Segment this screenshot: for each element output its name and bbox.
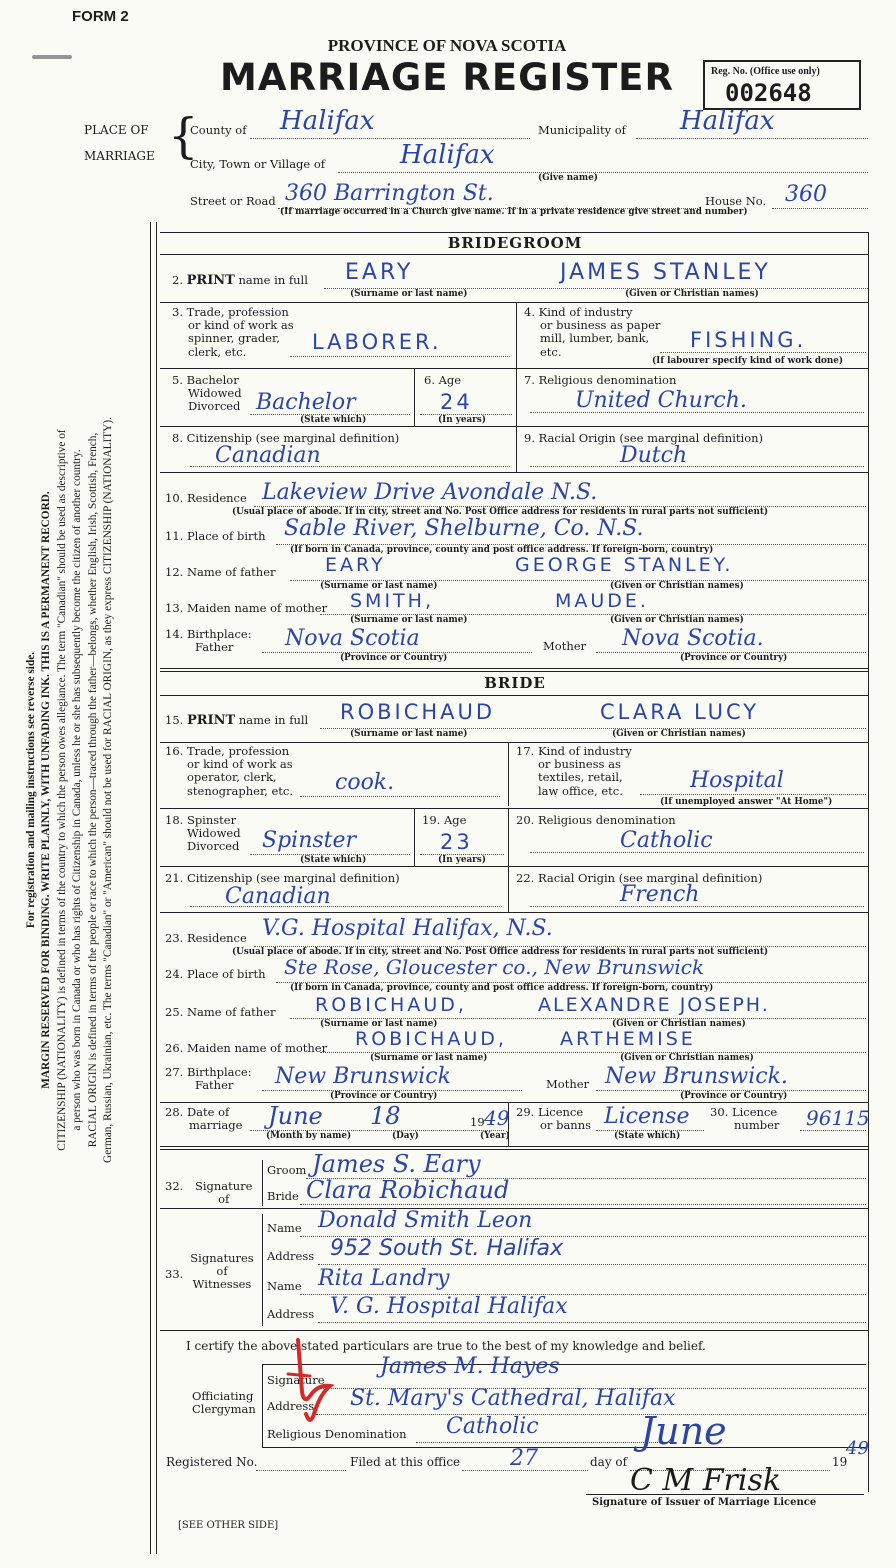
bride-father-label: 25. Name of father: [165, 1005, 276, 1019]
groom-age-cap: (In years): [438, 415, 486, 425]
groom-signature: James S. Eary: [312, 1150, 481, 1178]
groom-birth-label: 11. Place of birth: [165, 529, 266, 543]
groom-given-cap: (Given or Christian names): [625, 289, 759, 299]
sidebar-line-2: MARGIN RESERVED FOR BINDING. WRITE PLAINLY, WITH UNFADING INK. THIS IS A PERMANENT RECORD.: [40, 491, 53, 1089]
bride-citizenship: Canadian: [225, 884, 331, 909]
clergy-denomination: Catholic: [446, 1414, 539, 1439]
groom-name-print: PRINT: [186, 273, 235, 288]
sig-label: 32. Signature of: [165, 1179, 253, 1207]
groom-religion: United Church.: [575, 388, 747, 413]
bride-mother-surname-cap: (Surname or last name): [370, 1053, 488, 1063]
place-brace: {: [168, 108, 199, 164]
bride-bp-father: New Brunswick: [275, 1064, 451, 1089]
filed-month: June: [640, 1409, 727, 1453]
province-heading: PROVINCE OF NOVA SCOTIA: [327, 36, 567, 55]
marriage-month-cap: (Month by name): [266, 1131, 352, 1141]
red-check-mark: [280, 1334, 350, 1434]
clergy-signature: James M. Hayes: [380, 1354, 560, 1379]
groom-name-label: [172, 274, 308, 289]
street-label: Street or Road: [190, 194, 276, 208]
page-title: MARRIAGE REGISTER: [220, 56, 674, 99]
bride-racial: French: [620, 882, 700, 907]
licence-type-cap: (State which): [614, 1131, 681, 1141]
groom-name-no: 2.: [172, 273, 183, 287]
bridegroom-heading: BRIDEGROOM: [447, 234, 583, 252]
clergy-label: Officiating Clergyman: [192, 1389, 256, 1417]
certify-statement: I certify the above stated particulars are true to the best of my knowledge and belief.: [186, 1339, 706, 1353]
groom-status-label: 5. Bachelor Widowed Divorced: [172, 373, 242, 414]
groom-father-given: GEORGE STANLEY.: [515, 554, 734, 576]
groom-surname-cap: (Surname or last name): [350, 289, 468, 299]
marriage-month: June: [268, 1102, 323, 1130]
groom-status: Bachelor: [256, 390, 356, 415]
sidebar-line-3: CITIZENSHIP (NATIONALITY) is defined in terms of the country to which the person owes allegiance. The term "Canadian" should be used as descriptive of: [55, 429, 68, 1151]
bride-residence-cap: (Usual place of abode. If in city, street and No. Post Office address for residents in rural parts not sufficient): [232, 947, 769, 957]
bride-birth-cap: (If born in Canada, province, county and post office address. If foreign-born, country): [290, 983, 714, 993]
groom-mother-surname-cap: (Surname or last name): [350, 615, 468, 625]
w2-address: V. G. Hospital Halifax: [330, 1294, 568, 1319]
sidebar-line-1: For registration and mailing instructions see reverse side.: [25, 651, 37, 929]
footer-year: 49: [846, 1438, 869, 1459]
groom-birth-cap: (If born in Canada, province, county and post office address. If foreign-born, country): [290, 545, 714, 555]
ink-mark: [32, 55, 72, 59]
w1-name-label: Name: [267, 1221, 302, 1235]
clergy-address: St. Mary's Cathedral, Halifax: [350, 1386, 676, 1411]
bride-mother-given-cap: (Given or Christian names): [620, 1053, 754, 1063]
groom-bp-label: 14. Birthplace: Father: [165, 627, 252, 655]
groom-religion-label: 7. Religious denomination: [524, 373, 677, 387]
day-of-label: day of: [590, 1455, 628, 1469]
clergy-sig-label: Signature: [267, 1373, 325, 1387]
bride-industry: Hospital: [690, 768, 784, 793]
licence-type: License: [604, 1104, 690, 1129]
bride-religion-label: 20. Religious denomination: [516, 813, 676, 827]
frame-left-inner: [156, 222, 157, 1554]
bride-name-rest: name in full: [238, 713, 309, 727]
groom-given: JAMES STANLEY: [560, 260, 771, 285]
groom-bp-father: Nova Scotia: [285, 626, 420, 651]
groom-citizenship-label: 8. Citizenship (see marginal definition): [172, 431, 400, 445]
reg-label: Reg. No.: [711, 66, 748, 77]
groom-father-given-cap: (Given or Christian names): [610, 581, 744, 591]
groom-father-surname-cap: (Surname or last name): [320, 581, 438, 591]
bride-surname: ROBICHAUD: [340, 700, 496, 724]
sidebar-instructions: [24, 260, 116, 1320]
filed-label: Filed at this office: [350, 1455, 461, 1469]
bride-mother-label: 26. Maiden name of mother: [165, 1041, 328, 1055]
w1-name: Donald Smith Leon: [318, 1208, 533, 1233]
groom-racial: Dutch: [620, 443, 688, 468]
groom-status-cap: (State which): [300, 415, 367, 425]
bride-birth: Ste Rose, Gloucester co., New Brunswick: [284, 955, 705, 979]
bride-given: CLARA LUCY: [600, 700, 760, 724]
marriage-day-cap: (Day): [392, 1131, 419, 1141]
bride-age: 23: [440, 830, 473, 854]
marriage-year-printed: 19: [470, 1115, 485, 1129]
w2-name: Rita Landry: [318, 1266, 450, 1291]
frame-left-outer: [150, 222, 151, 1554]
issuer-caption: Signature of Issuer of Marriage Licence: [592, 1497, 817, 1508]
bride-bp-label: 27. Birthplace: Father: [165, 1065, 252, 1093]
bride-heading: BRIDE: [484, 674, 546, 692]
groom-bp-father-cap: (Province or Country): [340, 653, 448, 663]
licence-number-label: 30. Licence number: [710, 1105, 780, 1133]
groom-bp-mother-label: Mother: [543, 639, 587, 653]
licence-number: 96115: [806, 1106, 870, 1130]
bride-signature: Clara Robichaud: [306, 1176, 510, 1204]
reg-number: 002648: [725, 79, 812, 107]
house-label: House No.: [705, 194, 767, 208]
place-note: (If marriage occurred in a Church give name. If in a private residence give street and number): [280, 207, 748, 217]
groom-industry-label: 4. Kind of industry or business as paper mill, lumber, bank, etc.: [524, 305, 661, 359]
bride-birth-label: 24. Place of birth: [165, 967, 266, 981]
bride-racial-label: 22. Racial Origin (see marginal definition): [516, 871, 763, 885]
issuer-signature: C M Frisk: [630, 1463, 782, 1498]
groom-trade: LABORER.: [312, 330, 442, 354]
bride-mother-surname: ROBICHAUD,: [355, 1028, 507, 1050]
frame-right: [868, 232, 869, 1492]
groom-age: 24: [440, 390, 473, 414]
bride-name-no: 15.: [165, 713, 184, 727]
county-label: County of: [190, 123, 247, 137]
bride-bp-father-cap: (Province or Country): [330, 1091, 438, 1101]
bride-residence: V.G. Hospital Halifax, N.S.: [262, 916, 553, 941]
marriage-year: 49: [484, 1106, 510, 1130]
bride-surname-cap: (Surname or last name): [350, 729, 468, 739]
bride-citizenship-label: 21. Citizenship (see marginal definition): [165, 871, 400, 885]
filed-day: 27: [510, 1446, 538, 1471]
bride-industry-label: 17. Kind of industry or business as textiles, retail, law office, etc.: [516, 744, 632, 798]
groom-mother-given-cap: (Given or Christian names): [610, 615, 744, 625]
witness-label: Signatures of Witnesses: [190, 1251, 254, 1292]
bride-status-label: 18. Spinster Widowed Divorced: [165, 813, 241, 854]
form-number: FORM 2: [72, 8, 129, 25]
bride-age-cap: (In years): [438, 855, 486, 865]
w1-address: 952 South St. Halifax: [330, 1236, 563, 1261]
give-name-caption: (Give name): [538, 173, 598, 183]
licence-label: 29. Licence or banns: [516, 1105, 592, 1133]
groom-residence-cap: (Usual place of abode. If in city, street and No. Post Office address for residents in rural parts not sufficient): [232, 507, 769, 517]
groom-birth: Sable River, Shelburne, Co. N.S.: [284, 516, 644, 541]
city-value: Halifax: [400, 140, 495, 170]
w2-address-label: Address: [267, 1307, 315, 1321]
bride-father-given: ALEXANDRE JOSEPH.: [538, 994, 770, 1016]
bride-father-surname: ROBICHAUD,: [315, 994, 467, 1016]
bride-trade: cook.: [335, 770, 395, 795]
registered-label: Registered No.: [166, 1455, 258, 1469]
groom-father-surname: EARY: [325, 554, 386, 576]
house-value: 360: [785, 182, 827, 207]
w2-name-label: Name: [267, 1279, 302, 1293]
groom-age-label: 6. Age: [424, 373, 462, 387]
groom-mother-given: MAUDE.: [555, 590, 649, 612]
reg-office: (Office use only): [749, 66, 820, 77]
marriage-year-cap: (Year): [480, 1131, 510, 1141]
groom-trade-label: 3. Trade, profession or kind of work as spinner, grader, clerk, etc.: [172, 305, 294, 359]
bride-status: Spinster: [262, 828, 357, 853]
place-label-2: MARRIAGE: [84, 149, 155, 163]
bride-name-label: [165, 714, 308, 729]
groom-bp-mother-cap: (Province or Country): [680, 653, 788, 663]
groom-name-rest: name in full: [238, 273, 308, 287]
groom-racial-label: 9. Racial Origin (see marginal definition): [524, 431, 764, 445]
bride-mother-given: ARTHEMISE: [560, 1028, 696, 1050]
groom-mother-label: 13. Maiden name of mother: [165, 601, 328, 615]
sidebar-line-4: a person who was born in Canada or who has rights of Citizenship in Canada, unless he or she has subsequently become the citizen of another country.: [71, 449, 84, 1131]
groom-bp-mother: Nova Scotia.: [622, 626, 764, 651]
clergy-addr-label: Address: [267, 1399, 315, 1413]
reg-box: [703, 60, 861, 110]
municipality-label: Municipality of: [538, 123, 626, 137]
county-value: Halifax: [280, 106, 375, 136]
bride-residence-label: 23. Residence: [165, 931, 247, 945]
groom-residence: Lakeview Drive Avondale N.S.: [262, 480, 598, 505]
bride-bp-mother: New Brunswick.: [605, 1064, 788, 1089]
bride-father-surname-cap: (Surname or last name): [320, 1019, 438, 1029]
bride-religion: Catholic: [620, 828, 713, 853]
groom-residence-label: 10. Residence: [165, 491, 247, 505]
groom-mother-surname: SMITH,: [350, 590, 434, 612]
bride-bp-mother-cap: (Province or Country): [680, 1091, 788, 1101]
municipality-value: Halifax: [680, 106, 775, 136]
groom-industry: FISHING.: [690, 328, 807, 352]
groom-father-label: 12. Name of father: [165, 565, 276, 579]
place-label-1: PLACE OF: [84, 123, 149, 137]
bride-trade-label: 16. Trade, profession or kind of work as operator, clerk, stenographer, etc.: [165, 744, 294, 798]
see-other-side: [SEE OTHER SIDE]: [178, 1520, 279, 1531]
marriage-day: 18: [370, 1102, 401, 1130]
groom-industry-cap: (If labourer specify kind of work done): [652, 356, 844, 366]
bride-given-cap: (Given or Christian names): [612, 729, 746, 739]
city-label: City, Town or Village of: [190, 157, 326, 171]
bride-sig-label: Bride: [267, 1189, 299, 1203]
groom-sig-label: Groom: [267, 1163, 307, 1177]
clergy-denom-label: Religious Denomination: [267, 1427, 407, 1441]
groom-citizenship: Canadian: [215, 443, 321, 468]
bride-industry-cap: (If unemployed answer "At Home"): [660, 797, 833, 807]
groom-surname: EARY: [345, 260, 414, 285]
date-label: 28. Date of marriage: [165, 1105, 243, 1133]
w1-address-label: Address: [267, 1249, 315, 1263]
sidebar-line-6: German, Russian, Ukrainian, etc. The terms "Canadian" or "American" should not be used for RACIAL ORIGIN, as they express CITIZENSHIP (NATIONALITY).: [102, 417, 115, 1163]
sidebar-line-5: RACIAL ORIGIN is defined in terms of the people or race to which the person—traced through the father—belongs, whether English, Irish, Scottish, French,: [86, 432, 99, 1148]
bride-name-print: PRINT: [186, 713, 236, 728]
witness-label-no: 33.: [165, 1267, 184, 1281]
bride-father-given-cap: (Given or Christian names): [612, 1019, 746, 1029]
bride-bp-mother-label: Mother: [546, 1077, 590, 1091]
footer-year-printed: 19: [832, 1455, 848, 1469]
bride-status-cap: (State which): [300, 855, 367, 865]
bride-age-label: 19. Age: [422, 813, 467, 827]
street-value: 360 Barrington St.: [285, 181, 494, 206]
